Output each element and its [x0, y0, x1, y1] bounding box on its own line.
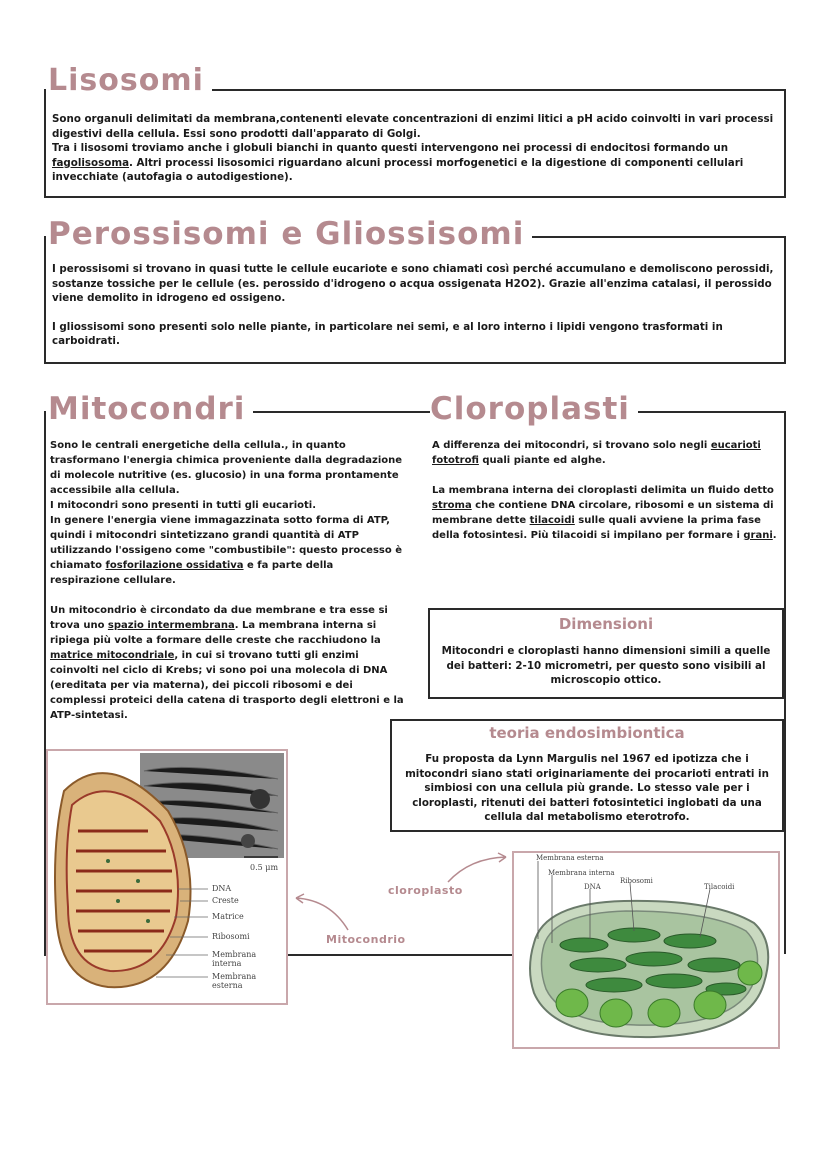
chloroplast-figure — [512, 851, 780, 1049]
term-fagolisosoma: fagolisosoma — [52, 156, 130, 169]
lisosomi-text — [52, 112, 778, 185]
text-span: La membrana interna dei cloroplasti delimita un fluido detto — [432, 485, 774, 496]
text-span: Tra i lisosomi troviamo anche i globuli bianchi in quanto questi intervengono nei processi di endocitosi formando un — [52, 142, 729, 154]
text-span: . La membrana interna si ripiega più volte a formare delle creste che racchiudono la — [50, 620, 381, 646]
label-ribosomi-cloro: Ribosomi — [620, 877, 653, 885]
mitocondrio-caption: Mitocondrio — [326, 933, 406, 946]
label-matrice: Matrice — [212, 912, 244, 921]
text-span: e fa parte della respirazione cellulare. — [50, 560, 334, 586]
text-span: Sono le centrali energetiche della cellula., in quanto trasformano l'energia chimica proveniente dalla degradazione di molecole nutritive (es. glucosio) in una forma prontamente accessibile alla cellula. — [50, 440, 403, 496]
text-span: . — [772, 530, 777, 541]
term-matrice: matrice mitocondriale — [50, 650, 175, 661]
text-span: quali piante ed alghe. — [478, 455, 606, 466]
cloroplasti-title: Cloroplasti — [430, 394, 638, 425]
dimensioni-text: Mitocondri e cloroplasti hanno dimensioni simili a quelle dei batteri: 2-10 micrometri, per questo sono visibili al microscopio ottico. — [441, 645, 771, 686]
dimensioni-title: Dimensioni — [558, 615, 654, 633]
mitocondri-paragraph-2 — [50, 603, 406, 723]
mitocondri-text — [50, 438, 406, 723]
mitocondri-rule — [250, 411, 430, 413]
text-span: che contiene DNA circolare, ribosomi e un sistema di membrane dette — [432, 500, 774, 526]
text-span: I mitocondri sono presenti in tutti gli eucarioti. — [50, 500, 317, 511]
label-dna: DNA — [212, 884, 232, 893]
term-eucarioti-fototrofi: eucarioti fototrofi — [432, 440, 761, 466]
lisosomi-paragraph-1: Sono organuli delimitati da membrana,contenenti elevate concentrazioni di enzimi litici a pH acido coinvolti in vari processi digestivi della cellula. Essi sono prodotti dall'apparato di Golgi. — [52, 113, 774, 140]
gliossisomi-paragraph: I gliossisomi sono presenti solo nelle piante, in particolare nei semi, e al loro interno i lipidi vengono trasformati in carboidrati. — [52, 320, 723, 347]
term-stroma: stroma — [432, 500, 472, 511]
label-tilacoidi: Tilacoidi — [704, 883, 735, 891]
text-span: . Altri processi lisosomici riguardano alcuni processi morfogenetici e la digestione di componenti cellulari invecchiate (autofagia o autodigestione). — [52, 156, 744, 183]
label-dna-cloro: DNA — [584, 883, 601, 891]
mitocondri-title: Mitocondri — [48, 394, 253, 425]
label-membrana-esterna-cloro: Membrana esterna — [536, 854, 604, 862]
term-fosforilazione: fosforilazione ossidativa — [105, 560, 244, 571]
term-grani: grani — [743, 530, 773, 541]
text-span: Un mitocondrio è circondato da due membrane e tra esse si trova uno — [50, 605, 388, 631]
text-span: In genere l'energia viene immagazzinata sotto forma di ATP, quindi i mitocondri sintetizzano grandi quantità di ATP utilizzando l'ossigeno come "combustibile": questo processo è chiamato — [50, 515, 402, 571]
label-ribosomi: Ribosomi — [212, 932, 250, 941]
label-creste: Creste — [212, 896, 239, 905]
cloroplasti-rule — [625, 411, 784, 413]
cloroplasti-text — [432, 438, 778, 543]
text-span: sulle quali avviene la prima fase della fotosintesi. Più tilacoidi si impilano per formare i — [432, 515, 761, 541]
lisosomi-paragraph-2 — [52, 141, 778, 185]
text-span: A differenza dei mitocondri, si trovano solo negli — [432, 440, 711, 451]
label-membrana-interna: Membrana interna — [212, 950, 257, 968]
text-span: , in cui si trovano tutti gli enzimi coinvolti nel ciclo di Krebs; vi sono poi una molecola di DNA (ereditata per via materna), dei piccoli ribosomi e dei complessi proteici della catena di trasporto degli elettroni e la ATP-sintetasi. — [50, 650, 404, 721]
lisosomi-title: Lisosomi — [48, 66, 212, 96]
perossisomi-paragraph-1: I perossisomi si trovano in quasi tutte le cellule eucariote e sono chiamati così perché accumulano e demoliscono perossidi, sostanze tossiche per le cellule (es. perossido d'idrogeno o acqua ossigenata H2O2). Grazie all'enzima catalasi, il perossido viene demolito in idrogeno ed ossigeno. — [52, 263, 774, 304]
endosimbiontica-text: Fu proposta da Lynn Margulis nel 1967 ed ipotizza che i mitocondri siano stati originariamente dei procarioti entrati in simbiosi con una cellula più grande. Lo stesso vale per i cloroplasti, ritenuti dei batteri fotosintetici inglobati da una cellula dal metabolismo eterotrofo. — [405, 753, 769, 823]
cloroplasto-caption: cloroplasto — [388, 884, 463, 897]
cloroplasti-paragraph-2 — [432, 483, 778, 543]
label-membrana-esterna: Membrana esterna — [212, 972, 257, 990]
label-membrana-interna-cloro: Membrana interna — [548, 869, 615, 877]
endosimbiontica-title: teoria endosimbiontica — [489, 724, 685, 742]
frame-right-border — [784, 411, 786, 954]
term-spazio-intermembrana: spazio intermembrana — [107, 620, 235, 631]
perossisomi-title: Perossisomi e Gliossisomi — [48, 219, 532, 250]
scale-bar-label: 0.5 μm — [250, 863, 279, 872]
mitocondri-paragraph-1 — [50, 438, 406, 588]
term-tilacoidi: tilacoidi — [529, 515, 575, 526]
perossisomi-text — [52, 262, 778, 349]
cloroplasti-paragraph-1 — [432, 438, 778, 468]
mitochondrion-figure — [46, 749, 288, 1005]
